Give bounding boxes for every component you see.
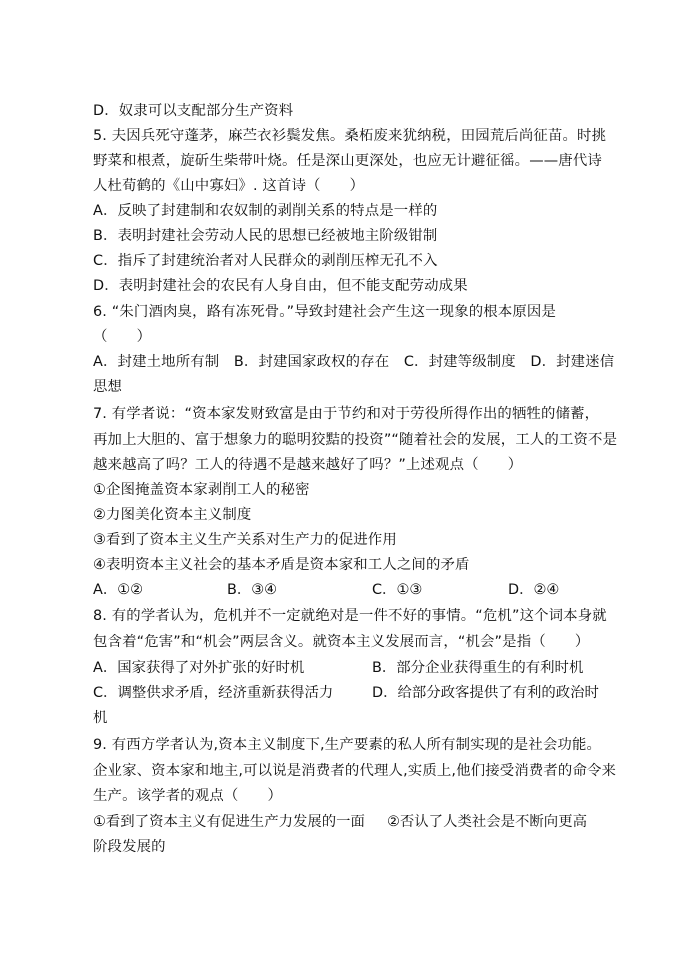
q6-options-line: A．封建土地所有制 B．封建国家政权的存在 C．封建等级制度 D．封建迷信 bbox=[93, 354, 615, 370]
q9-statement-2-wrap: 阶段发展的 bbox=[93, 839, 166, 855]
q5-stem-line-2: 野菜和根煮，旋斫生柴带叶烧。任是深山更深处，也应无计避征徭。——唐代诗 bbox=[93, 153, 602, 169]
q8-option-a: A．国家获得了对外扩张的好时机 bbox=[93, 660, 305, 676]
q6-options-wrap: 思想 bbox=[93, 379, 123, 395]
q8-option-b: B．部分企业获得重生的有利时机 bbox=[372, 660, 584, 676]
q7-option-d: D．②④ bbox=[508, 582, 560, 598]
q7-option-b: B．③④ bbox=[227, 582, 278, 598]
q7-stem-line-1: 7. 有学者说：“资本家发财致富是由于节约和对于劳役所得作出的牺牲的储蓄， bbox=[93, 406, 600, 422]
q5-option-b: B．表明封建社会劳动人民的思想已经被地主阶级钳制 bbox=[93, 228, 438, 244]
q6-stem-line-2: （ ） bbox=[93, 329, 152, 345]
q7-option-a: A．①② bbox=[93, 582, 144, 598]
q5-option-c: C．指斥了封建统治者对人民群众的剥削压榨无孔不入 bbox=[93, 253, 438, 269]
q9-stem-line-2: 企业家、资本家和地主,可以说是消费者的代理人,实质上,他们接受消费者的命令来 bbox=[93, 763, 617, 779]
q7-statement-1: ①企图掩盖资本家剥削工人的秘密 bbox=[93, 482, 310, 498]
q7-stem-line-2: 再加上大胆的、富于想象力的聪明狡黠的投资”“随着社会的发展，工人的工资不是 bbox=[93, 432, 618, 448]
q9-statement-1: ①看到了资本主义有促进生产力发展的一面 bbox=[93, 814, 365, 830]
q7-statement-2: ②力图美化资本主义制度 bbox=[93, 507, 252, 523]
q4-option-d: D．奴隶可以支配部分生产资料 bbox=[93, 103, 294, 119]
q7-statement-4: ④表明资本主义社会的基本矛盾是资本家和工人之间的矛盾 bbox=[93, 557, 470, 573]
q7-option-c: C．①③ bbox=[372, 582, 423, 598]
q9-statement-2: ②否认了人类社会是不断向更高 bbox=[387, 814, 587, 830]
q5-option-a: A．反映了封建制和农奴制的剥削关系的特点是一样的 bbox=[93, 203, 438, 219]
q8-stem-line-2: 包含着“危害”和“机会”两层含义。就资本主义发展而言，“机会”是指（ ） bbox=[93, 634, 590, 650]
q8-option-d: D．给部分政客提供了有利的政治时 bbox=[372, 685, 599, 701]
q8-option-d-wrap: 机 bbox=[93, 710, 108, 726]
q9-stem-line-1: 9. 有西方学者认为,资本主义制度下,生产要素的私人所有制实现的是社会功能。 bbox=[93, 737, 602, 753]
q6-stem-line-1: 6. “朱门酒肉臭，路有冻死骨。”导致封建社会产生这一现象的根本原因是 bbox=[93, 304, 556, 320]
q8-stem-line-1: 8. 有的学者认为，危机并不一定就绝对是一件不好的事情。“危机”这个词本身就 bbox=[93, 608, 607, 624]
q5-stem-line-3: 人杜荀鹤的《山中寡妇》. 这首诗（ ） bbox=[93, 178, 365, 194]
q8-option-c: C．调整供求矛盾，经济重新获得活力 bbox=[93, 685, 334, 701]
q5-option-d: D．表明封建社会的农民有人身自由，但不能支配劳动成果 bbox=[93, 278, 468, 294]
q7-statement-3: ③看到了资本主义生产关系对生产力的促进作用 bbox=[93, 532, 397, 548]
q9-stem-line-3: 生产。该学者的观点（ ） bbox=[93, 788, 283, 804]
q5-stem-line-1: 5. 夫因兵死守蓬茅，麻苎衣衫鬓发焦。桑柘废来犹纳税，田园荒后尚征苗。时挑 bbox=[93, 128, 607, 144]
q7-stem-line-3: 越来越高了吗？工人的待遇不是越来越好了吗？”上述观点（ ） bbox=[93, 457, 523, 473]
